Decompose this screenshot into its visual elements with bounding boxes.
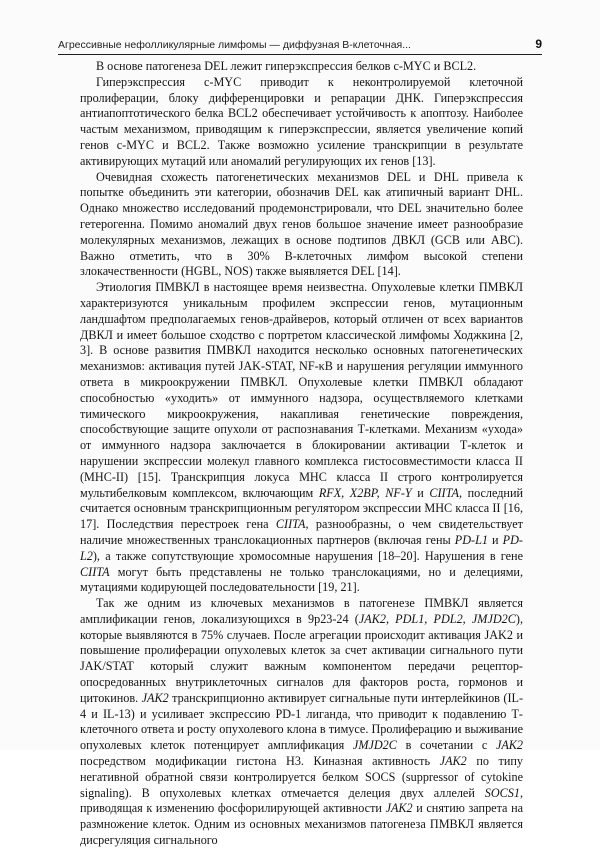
text-run: ), которые выявляются в 75% случаев. После агрегации происходит активация JAK2 и повышение пролиферации опухолевых клеток за счет активации сигнального пути JAK/STAT который служит важным компонентом передачи рецептор-опосредованных внутриклеточных сигналов для факторов роста, гормонов и цитокинов.	[80, 611, 523, 705]
text-run: транскрипционно активирует сигнальные пути интерлейкинов (IL-4 и IL-13) и усиливает экспрессию PD-1 лиганда, что приводит к подавлению Т-клеточного ответа и росту опухолевого клона в тимусе. Пролиферацию и выживание опухолевых клеток потенцирует амплификация	[80, 690, 524, 753]
text-run: Гиперэкспрессия c-MYC приводит к неконтролируемой клеточной пролиферации, блоку дифференцировки и репарации ДНК. Гиперэкспрессия антиапоптотического белка BCL2 обеспечивает устойчивость к апоптозу. Наиболее частым механизмом, приводящим к гиперэкспрессии, является увеличение копий генов c-MYC и BCL2. Также возможно усиление транскрипции в результате активирующих мутаций или аномалий регулирующих их генов [13].	[80, 74, 523, 168]
text-run: посредством модификации гистона H3. Киназная активность	[80, 754, 440, 769]
running-head-title: Агрессивные нефолликулярные лимфомы — диффузная В-клеточная...	[58, 39, 411, 51]
text-run: по типу негативной обратной связи контролируется белком SOCS (suppressor of cytokine signaling). В опухолевых клетках отмечается делеция двух аллелей	[80, 754, 523, 800]
text-run: могут быть представлены не только транслокациями, но и делециями, мутациями кодирующей последовательности [19, 21].	[80, 564, 523, 595]
italic-term: JAK2, PDL1, PDL2, JMJD2C	[358, 611, 516, 626]
text-run: в сочетании с	[396, 738, 496, 753]
page-number: 9	[535, 37, 542, 51]
italic-term: PD-L1	[454, 532, 488, 547]
italic-term: JMJD2C	[352, 738, 397, 753]
italic-term: JAK2	[141, 690, 169, 705]
italic-term: CIITA	[80, 564, 110, 579]
text-run: и	[411, 485, 430, 500]
paragraph	[80, 59, 523, 75]
italic-term: SOCS1	[484, 785, 520, 800]
paragraph	[80, 170, 523, 281]
italic-term: PD-L2	[80, 532, 523, 563]
paragraph	[80, 75, 523, 170]
text-run: , последний считается основным транскрипционным регулятором экспрессии MHC класса II [16, 17]. Последствия перестроек гена	[80, 485, 523, 532]
text-run: Очевидная схожесть патогенетических механизмов DEL и DHL привела к попытке объединить эти категории, обозначив DEL как атипичный вариант DHL. Однако множество исследований продемонстрировали, что DEL значительно более гетерогенна. Помимо аномалий двух генов большое значение имеет разнообразие молекулярных механизмов, лежащих в основе подтипов ДВКЛ (GCB или ABC). Важно отметить, что в 30% В-клеточных лимфом высокой степени злокачественности (HGBL, NOS) также выявляется DEL [14].	[80, 169, 523, 279]
text-run: и снятию запрета на размножение клеток. Одним из основных механизмов патогенеза ПМВКЛ является дисрегуляция сигнального	[80, 801, 523, 848]
italic-term: JAK2	[495, 738, 524, 753]
text-run: ), а также сопутствующие хромосомные нарушения [18–20]. Нарушения в гене	[92, 548, 523, 563]
italic-term: CIITA	[429, 485, 459, 500]
paragraph	[80, 596, 523, 849]
italic-term: RFX, X2BP, NF-Y	[318, 485, 412, 500]
paragraph	[80, 280, 523, 596]
italic-term: CIITA	[275, 517, 306, 532]
text-run: Так же одним из ключевых механизмов в патогенезе ПМВКЛ является амплификации генов, локализующихся в 9p23-24 (	[80, 596, 523, 626]
text-run: , разнообразны, о чем свидетельствует наличие множественных транслокационных партнеров (включая гены	[80, 517, 523, 547]
text-run: и	[487, 532, 503, 547]
body-text	[80, 59, 523, 849]
text-run: , приводящая к изменению фосфорилирующей активности	[80, 785, 523, 816]
italic-term: JAK2	[439, 754, 467, 769]
text-run: В основе патогенеза DEL лежит гиперэкспрессия белков c-MYC и BCL2.	[96, 59, 477, 73]
italic-term: JAK2	[385, 801, 413, 816]
text-run: Этиология ПМВКЛ в настоящее время неизвестна. Опухолевые клетки ПМВКЛ характеризуются уникальным профилем экспрессии генов, мутационным ландшафтом предполагаемых генов-драйверов, который отличен от всех вариантов ДВКЛ и имеет большое сходство с портретом классической лимфомы Ходжкина [2, 3]. В основе развития ПМВКЛ находится несколько основных патогенетических механизмов: активация путей JAK-STAT, NF-κB и нарушения регуляции иммунного ответа в микроокружении ПМВКЛ. Опухолевые клетки ПМВКЛ обладают способностью «уходить» от иммунного надзора, осуществляемого клетками тимического микроокружения, накапливая генетические повреждения, способствующие защите опухоли от распознавания Т-клетками. Механизм «ухода» от иммунного надзора заключается в блокировании активации Т-клеток и нарушении экспрессии молекул главного комплекса гистосовместимости класса II (MHC-II) [15]. Транскрипция локуса MHC класса II строго контролируется мультибелковым комплексом, включающим	[80, 280, 523, 500]
running-head	[58, 33, 542, 55]
